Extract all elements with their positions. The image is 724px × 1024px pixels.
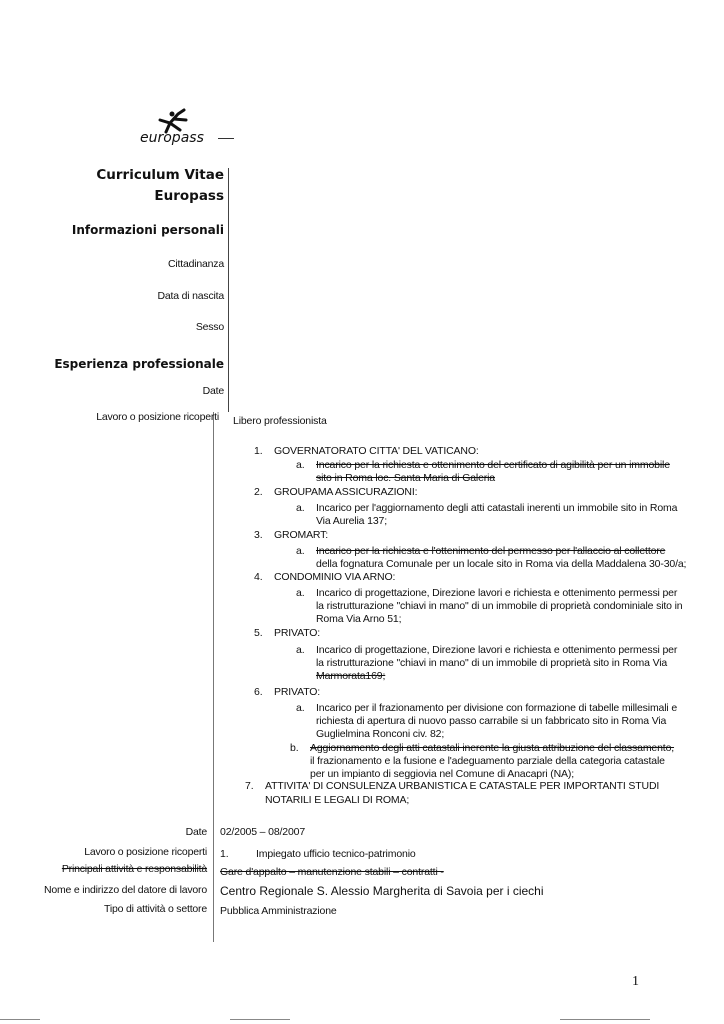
duties-value: Gare d'appalto – manutenzione stabili – contratti -: [220, 866, 444, 878]
list-subitem: a. Incarico di progettazione, Direzione lavori e richiesta e ottenimento permessi per: [296, 587, 678, 599]
footer-rule: [230, 1019, 290, 1020]
page-number: 1: [632, 974, 639, 989]
duties-label: Principali attività e responsabilità: [61, 863, 207, 875]
list-subitem-text: della fognatura Comunale per un locale sito in Roma via della Maddalena 30-30/a;: [316, 558, 687, 570]
list-subitem: a. Incarico per la richiesta e l'ottenimento del permesso per l'allaccio al collettore: [296, 545, 666, 557]
list-item: 1. GOVERNATORATO CITTA' DEL VATICANO:: [254, 445, 479, 457]
list-subitem-text: richiesta di apertura di nuovo passo carrabile si un fabbricato sito in Roma Via: [316, 715, 667, 727]
europass-logo: [130, 108, 240, 152]
list-subitem: a. Incarico per la richiesta e ottenimento del certificato di agibilità per un immobile: [296, 459, 670, 471]
list-item: 4. CONDOMINIO VIA ARNO:: [254, 571, 396, 583]
footer-rule: [560, 1019, 650, 1020]
employer-value: Centro Regionale S. Alessio Margherita di Savoia per i ciechi: [220, 884, 544, 898]
list-subitem: a. Incarico di progettazione, Direzione lavori e richiesta e ottenimento permessi per: [296, 644, 678, 656]
employer-label: Nome e indirizzo del datore di lavoro: [43, 884, 207, 896]
europass-wordmark: europass: [140, 130, 204, 146]
list-item: 7. ATTIVITA' DI CONSULENZA URBANISTICA E CATASTALE PER IMPORTANTI STUDI: [245, 780, 660, 792]
list-subitem-text: per un impianto di seggiovia nel Comune di Anacapri (NA);: [310, 768, 575, 780]
list-subitem-text: il frazionamento e la fusione e l'adeguamento parziale della categoria catastale: [310, 755, 665, 767]
column-divider: [228, 168, 229, 412]
cv-subtitle: Europass: [154, 188, 224, 204]
list-subitem-text: la ristrutturazione "chiavi in mano" di un immobile di proprietà sito in Roma Via: [316, 657, 668, 669]
list-subitem: b. Aggiornamento degli atti catastali inerente la giusta attribuzione del classamento,: [290, 742, 675, 754]
date-label: Date: [185, 826, 207, 838]
position-value: 1. Impiegato ufficio tecnico-patrimonio: [220, 848, 416, 860]
sector-label: Tipo di attività o settore: [104, 903, 207, 915]
column-divider: [213, 412, 214, 942]
list-subitem: a. Incarico per l'aggiornamento degli atti catastali inerenti un immobile sito in Roma: [296, 502, 678, 514]
section-experience: Esperienza professionale: [54, 357, 224, 371]
position-label: Lavoro o posizione ricoperti: [96, 411, 219, 423]
list-subitem-text: Guglielmina Ronconi civ. 82;: [316, 728, 445, 740]
list-subitem-text: Marmorata169;: [316, 670, 386, 682]
list-subitem-text: Roma Via Arno 51;: [316, 613, 402, 625]
birth-date-label: Data di nascita: [157, 290, 224, 302]
list-item: 5. PRIVATO:: [254, 627, 321, 639]
position-value: Libero professionista: [233, 415, 327, 427]
logo-rule: [218, 138, 234, 139]
list-subitem: a. Incarico per il frazionamento per divisione con formazione di tabelle millesimali e: [296, 702, 678, 714]
section-personal-info: Informazioni personali: [71, 223, 224, 237]
list-subitem-text: la ristrutturazione "chiavi in mano" di un immobile di proprietà condominiale sito in: [316, 600, 683, 612]
footer-rule: [0, 1019, 40, 1020]
date-label: Date: [202, 385, 224, 397]
cv-title: Curriculum Vitae: [96, 167, 224, 183]
list-item: 2. GROUPAMA ASSICURAZIONI:: [254, 486, 418, 498]
list-subitem-text: Via Aurelia 137;: [316, 515, 387, 527]
position-label: Lavoro o posizione ricoperti: [84, 846, 207, 858]
list-item: 6. PRIVATO:: [254, 686, 321, 698]
list-item-text: NOTARILI E LEGALI DI ROMA;: [265, 794, 410, 806]
citizenship-label: Cittadinanza: [168, 258, 224, 270]
list-item: 3. GROMART:: [254, 529, 329, 541]
sector-value: Pubblica Amministrazione: [220, 905, 337, 917]
list-subitem-text: sito in Roma loc. Santa Maria di Galeria: [316, 472, 495, 484]
date-value: 02/2005 – 08/2007: [220, 826, 306, 838]
sex-label: Sesso: [195, 321, 224, 333]
